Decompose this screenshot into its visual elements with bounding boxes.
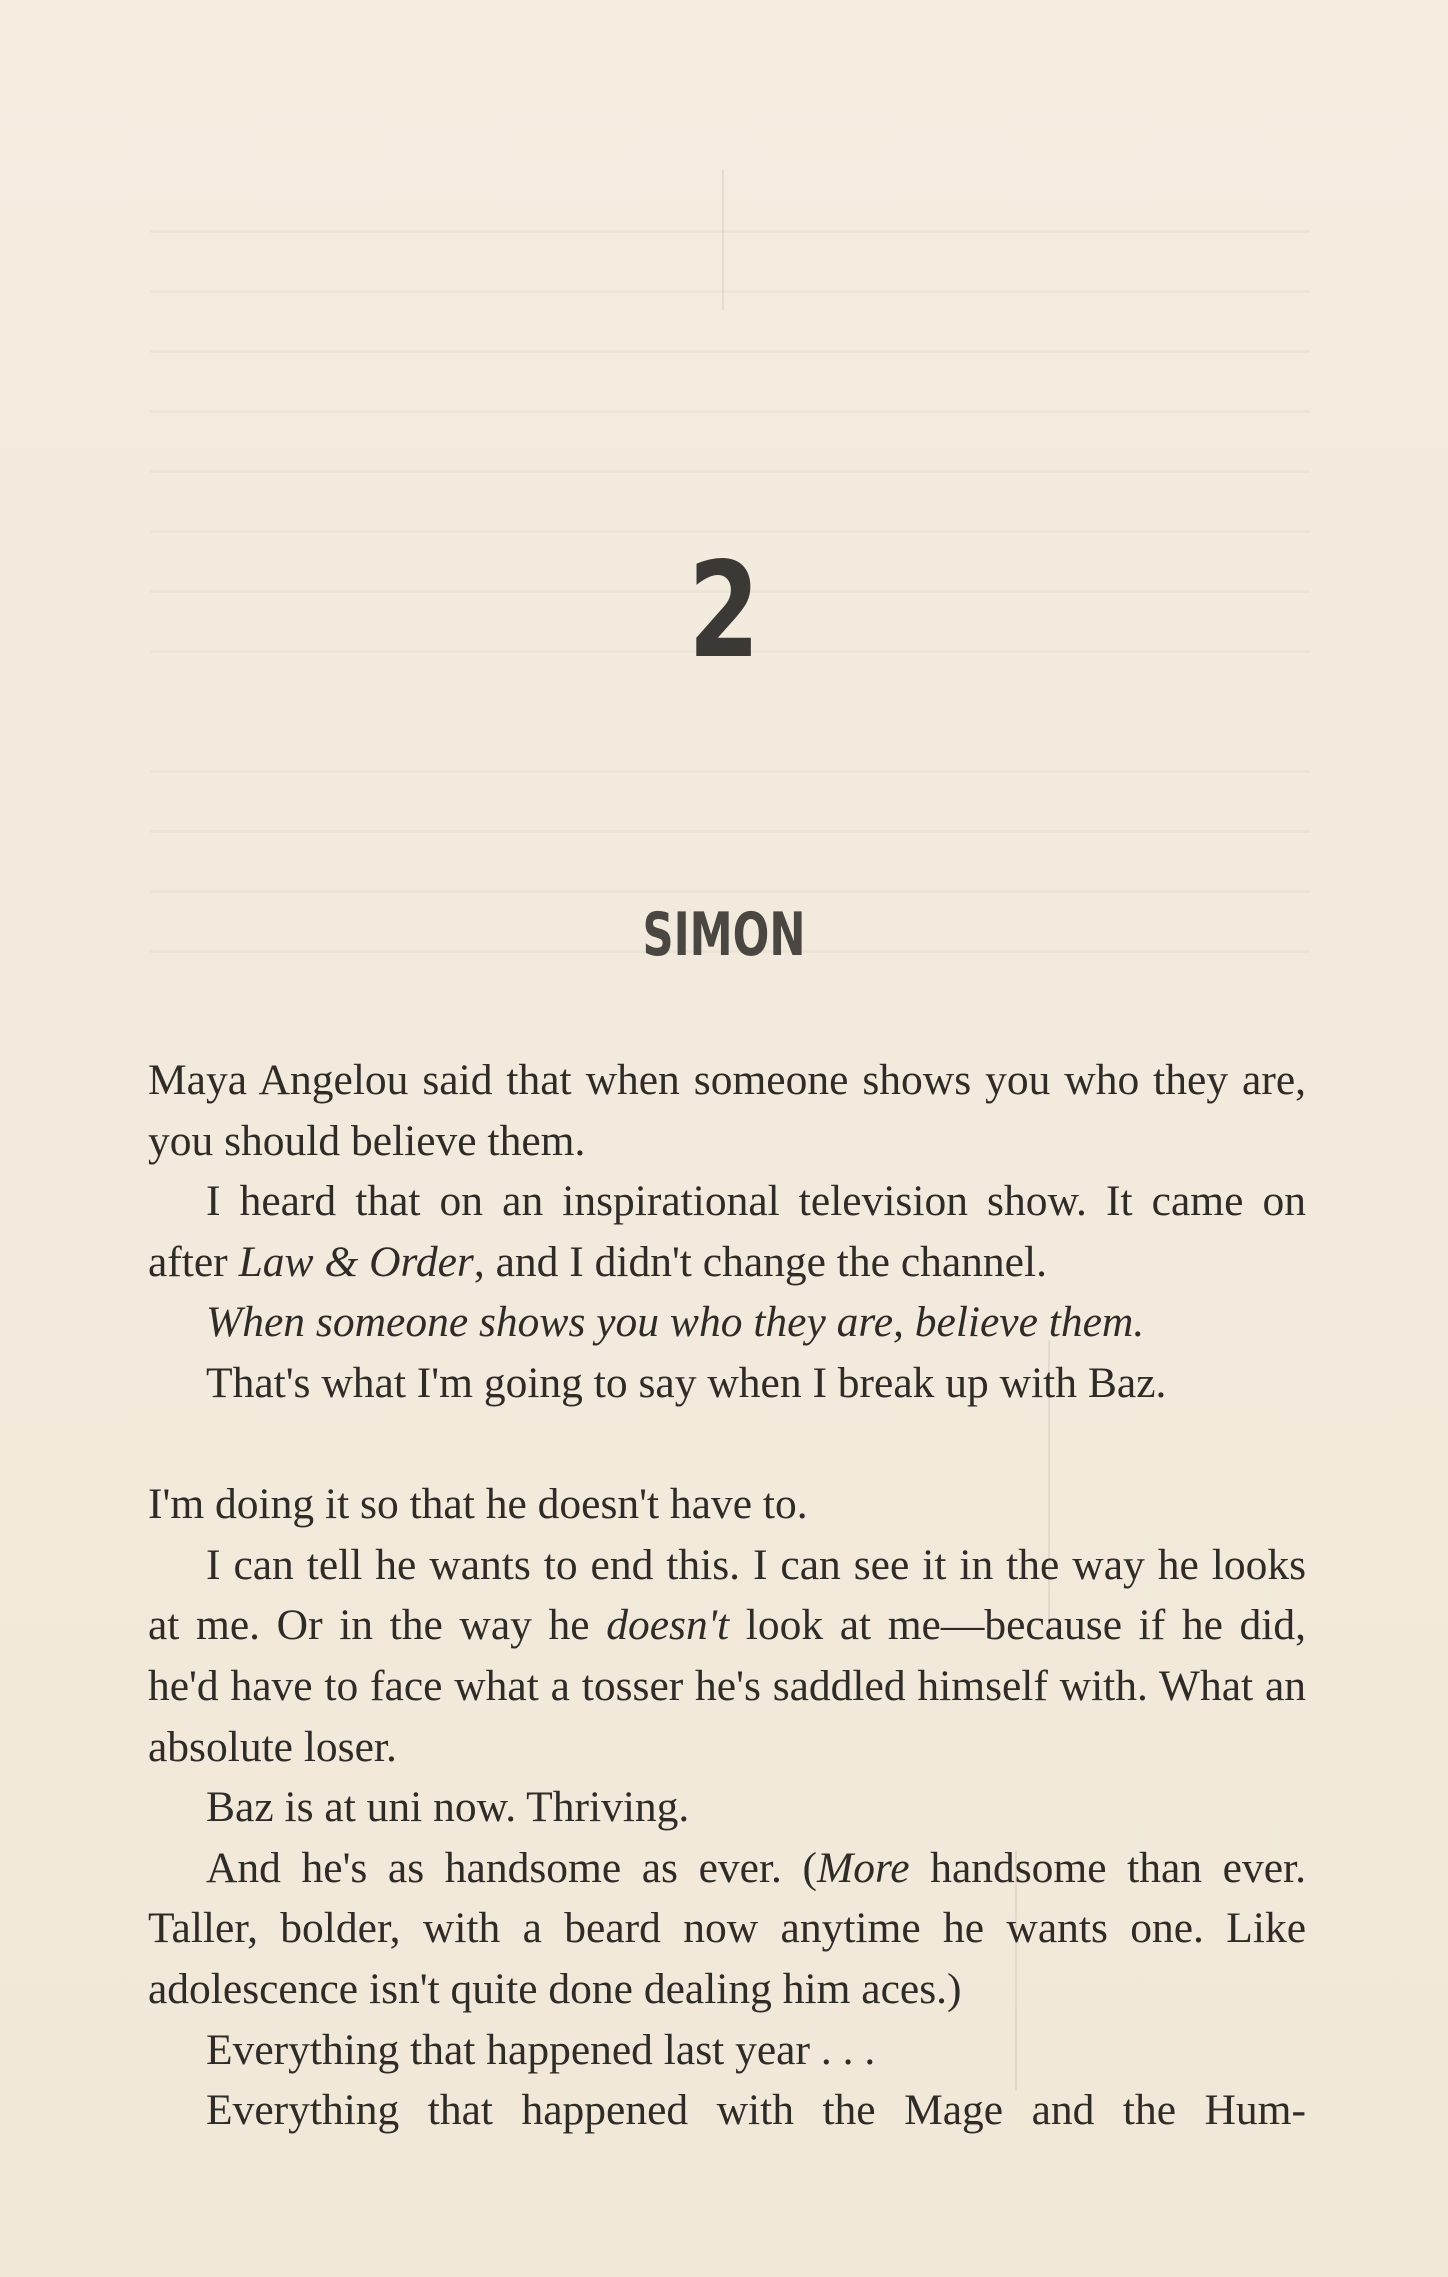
bleed-through-line [150, 830, 1310, 833]
bleed-through-line [150, 470, 1310, 473]
italic-word: More [816, 1843, 910, 1892]
paragraph: Everything that happened last year . . . [206, 2025, 876, 2074]
paragraph: Everything that happened with the Mage and the Hum- [206, 2086, 1306, 2135]
italic-quote: When someone shows you who they are, believe them. [206, 1298, 1145, 1347]
bleed-through-line [150, 530, 1310, 533]
paragraph-text: I heard that on an inspirational television show. It came on after [148, 1177, 1306, 1286]
chapter-title: SIMON [642, 900, 806, 970]
bleed-through-line [150, 290, 1310, 293]
bleed-through-line [150, 770, 1310, 773]
paragraph [148, 1838, 1306, 2020]
paragraph: Maya Angelou said that when someone shows you who they are, you should believe them. [148, 1056, 1306, 1165]
italic-paragraph [148, 1292, 1306, 1353]
paragraph-text: And he's as handsome as ever. ( [206, 1843, 817, 1892]
paragraph: Baz is at uni now. Thriving. [206, 1783, 690, 1832]
bleed-through-line [150, 410, 1310, 413]
paragraph: That's what I'm going to say when I break up with Baz. [206, 1358, 1167, 1407]
paper-crease [722, 170, 724, 310]
paragraph [148, 1171, 1306, 1292]
paragraph-text: I can tell he wants to end this. I can see it in the way he looks at me. Or in the way he [148, 1540, 1306, 1650]
italic-title: Law & Order [238, 1237, 474, 1286]
bleed-through-line [150, 350, 1310, 353]
section-break [148, 1414, 1306, 1475]
paragraph-text: , and I didn't change the channel. [473, 1237, 1047, 1286]
chapter-body [148, 1050, 1306, 2141]
paragraph-text: look at me—because if he did, he'd have to face what a tosser he's saddled himself with. What an absolute loser. [148, 1601, 1307, 1771]
italic-word: doesn't [606, 1601, 730, 1650]
bleed-through-line [150, 230, 1310, 233]
paragraph [148, 1535, 1306, 1777]
paragraph-text: handsome than ever. Taller, bolder, with a beard now anytime he wants one. Like adolescence isn't quite done dealing him aces.) [148, 1843, 1306, 2013]
bleed-through-line [150, 890, 1310, 893]
chapter-number: 2 [688, 534, 760, 688]
paragraph: I'm doing it so that he doesn't have to. [148, 1480, 808, 1529]
